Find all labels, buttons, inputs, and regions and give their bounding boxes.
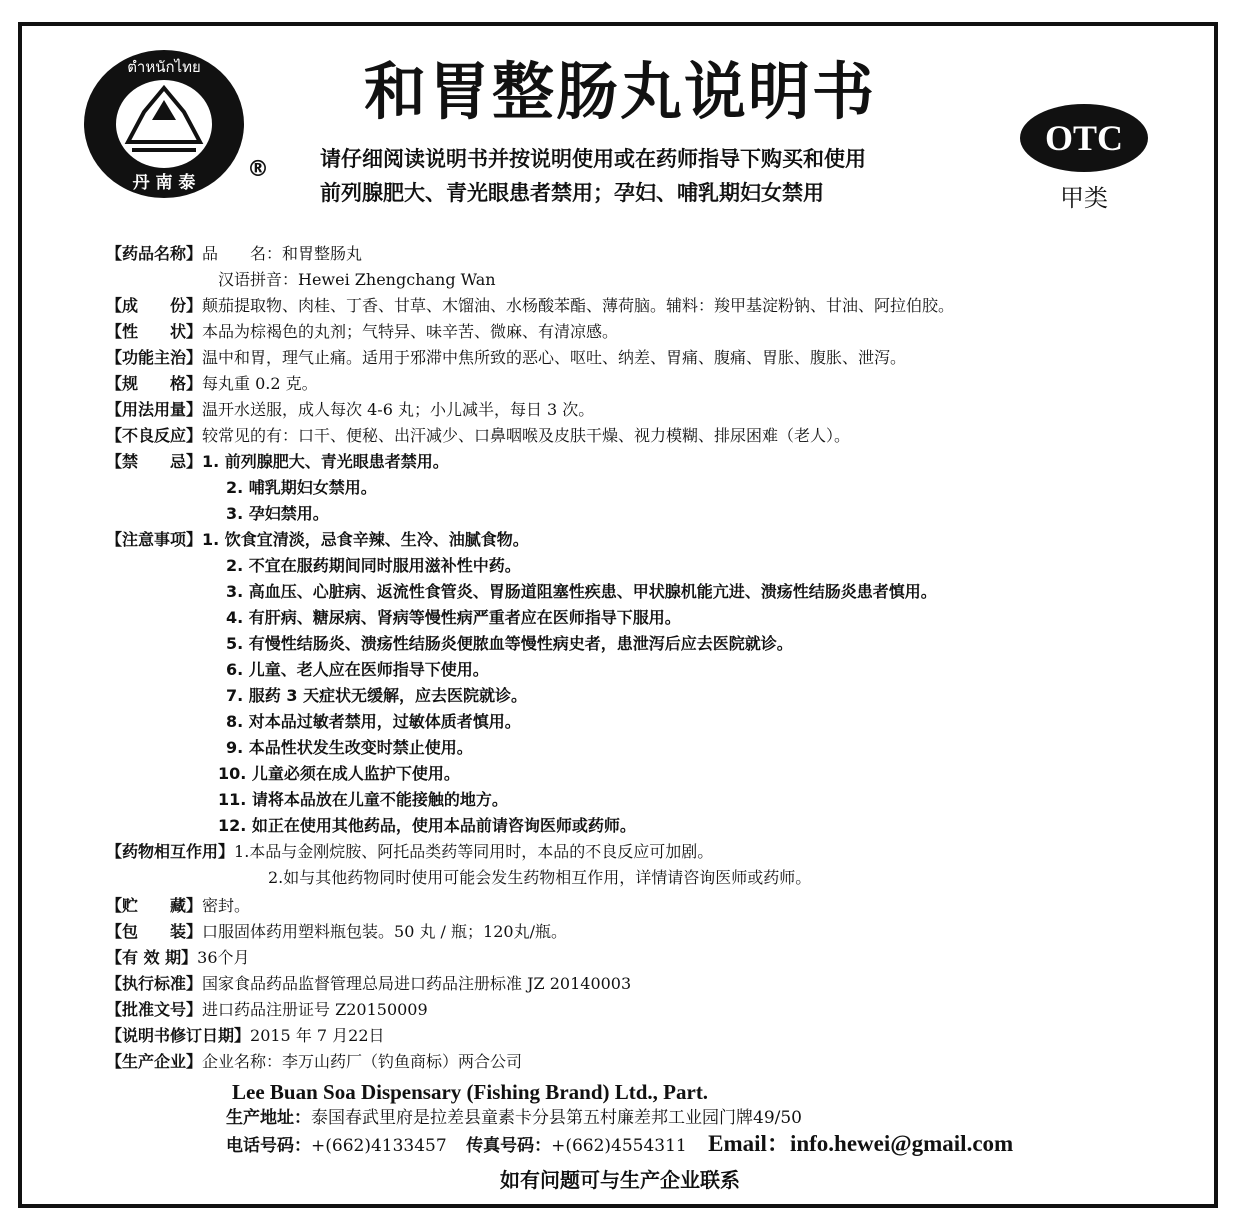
label-adverse: 【不良反应】 bbox=[106, 426, 203, 445]
otc-category: 甲类 bbox=[1060, 184, 1108, 212]
note-item: 11. 请将本品放在儿童不能接触的地方。 bbox=[218, 790, 508, 809]
row-revision bbox=[106, 1024, 385, 1048]
row-standard bbox=[106, 972, 631, 996]
note-item: 12. 如正在使用其他药品，使用本品前请咨询医师或药师。 bbox=[218, 816, 636, 835]
label-manufacturer: 【生产企业】 bbox=[106, 1052, 203, 1071]
company-english-name: Lee Buan Soa Dispensary (Fishing Brand) Ltd., Part. bbox=[232, 1080, 709, 1104]
address-label: 生产地址： bbox=[226, 1108, 311, 1128]
interaction-item: 2.如与其他药物同时使用可能会发生药物相互作用，详情请咨询医师或药师。 bbox=[268, 868, 812, 887]
label-interactions: 【药物相互作用】 bbox=[106, 842, 235, 861]
value-function: 温中和胃，理气止痛。适用于邪滞中焦所致的恶心、呕吐、纳差、胃痛、腹痛、胃胀、腹胀、泄泻。 bbox=[202, 348, 907, 367]
label-contraindications: 【禁 忌】 bbox=[106, 452, 203, 471]
note-item: 9. 本品性状发生改变时禁止使用。 bbox=[226, 738, 473, 757]
value-adverse: 较常见的有：口干、便秘、出汗减少、口鼻咽喉及皮肤干燥、视力模糊、排尿困难（老人）。 bbox=[202, 426, 851, 445]
value-drug-name: 品 名：和胃整肠丸 bbox=[202, 244, 363, 263]
value-revision: 2015 年 7 月22日 bbox=[250, 1026, 385, 1045]
address-line bbox=[226, 1106, 802, 1130]
label-revision: 【说明书修订日期】 bbox=[106, 1026, 251, 1045]
registered-mark: ® bbox=[247, 157, 269, 182]
note-item: 5. 有慢性结肠炎、溃疡性结肠炎便脓血等慢性病史者，患泄泻后应去医院就诊。 bbox=[226, 634, 793, 653]
email-label: Email： bbox=[708, 1131, 790, 1156]
value-usage: 温开水送服，成人每次 4-6 丸；小儿减半，每日 3 次。 bbox=[202, 400, 595, 419]
address-value: 泰国春武里府是拉差县童素卡分县第五村廉差邦工业园门牌49/50 bbox=[311, 1108, 802, 1128]
fax-label: 传真号码： bbox=[466, 1136, 552, 1156]
note-item: 2. 不宜在服药期间同时服用滋补性中药。 bbox=[226, 556, 521, 575]
brand-logo bbox=[72, 42, 272, 202]
row-notes bbox=[106, 528, 529, 552]
label-character: 【性 状】 bbox=[106, 322, 203, 341]
row-character bbox=[106, 320, 618, 344]
value-validity: 36个月 bbox=[197, 948, 250, 967]
note-item: 10. 儿童必须在成人监护下使用。 bbox=[218, 764, 460, 783]
row-adverse bbox=[106, 424, 850, 448]
label-drug-name: 【药品名称】 bbox=[106, 244, 203, 263]
row-usage bbox=[106, 398, 594, 422]
label-standard: 【执行标准】 bbox=[106, 974, 203, 993]
value-company: 企业名称：李万山药厂（钓鱼商标）两合公司 bbox=[202, 1052, 523, 1071]
email-value[interactable]: info.hewei@gmail.com bbox=[789, 1131, 1014, 1156]
interaction-item: 1.本品与金刚烷胺、阿托品类药等同用时，本品的不良反应可加剧。 bbox=[234, 842, 714, 861]
warning-line-1: 请仔细阅读说明书并按说明使用或在药师指导下购买和使用 bbox=[320, 147, 866, 171]
label-notes: 【注意事项】 bbox=[106, 530, 203, 549]
row-package bbox=[106, 920, 567, 944]
warning-line-2: 前列腺肥大、青光眼患者禁用；孕妇、哺乳期妇女禁用 bbox=[320, 181, 824, 205]
fax-value: +(662)4554311 bbox=[551, 1136, 687, 1156]
row-spec bbox=[106, 372, 318, 396]
value-approval: 进口药品注册证号 Z20150009 bbox=[202, 1000, 428, 1019]
value-package: 口服固体药用塑料瓶包装。50 丸 / 瓶；120丸/瓶。 bbox=[202, 922, 567, 941]
row-interactions bbox=[106, 840, 713, 864]
note-item: 7. 服药 3 天症状无缓解，应去医院就诊。 bbox=[226, 686, 528, 705]
note-item: 6. 儿童、老人应在医师指导下使用。 bbox=[226, 660, 489, 679]
row-storage bbox=[106, 894, 250, 918]
label-validity: 【有 效 期】 bbox=[106, 948, 198, 967]
value-pinyin: 汉语拼音：Hewei Zhengchang Wan bbox=[218, 270, 496, 289]
logo-bottom-text: 丹 南 泰 bbox=[132, 173, 196, 193]
value-ingredients: 颠茄提取物、肉桂、丁香、甘草、木馏油、水杨酸苯酯、薄荷脑。辅料：羧甲基淀粉钠、甘油、阿拉伯胶。 bbox=[202, 296, 955, 315]
row-contraindications bbox=[106, 450, 449, 474]
label-function: 【功能主治】 bbox=[106, 348, 203, 367]
contra-item: 1. 前列腺肥大、青光眼患者禁用。 bbox=[202, 452, 449, 471]
logo-top-text: ตำหนักไทย bbox=[127, 58, 201, 76]
contact-line bbox=[226, 1132, 1013, 1158]
value-spec: 每丸重 0.2 克。 bbox=[202, 374, 318, 393]
note-item: 8. 对本品过敏者禁用，过敏体质者慎用。 bbox=[226, 712, 521, 731]
otc-badge: OTC bbox=[1020, 104, 1148, 172]
note-item: 1. 饮食宜清淡，忌食辛辣、生冷、油腻食物。 bbox=[202, 530, 529, 549]
label-ingredients: 【成 份】 bbox=[106, 296, 203, 315]
note-item: 3. 高血压、心脏病、返流性食管炎、胃肠道阻塞性疾患、甲状腺机能亢进、溃疡性结肠炎患者慎用。 bbox=[226, 582, 937, 601]
document-title: 和胃整肠丸说明书 bbox=[363, 55, 876, 128]
label-usage: 【用法用量】 bbox=[106, 400, 203, 419]
tel-value: +(662)4133457 bbox=[311, 1136, 447, 1156]
value-character: 本品为棕褐色的丸剂；气特异、味辛苦、微麻、有清凉感。 bbox=[202, 322, 619, 341]
note-item: 4. 有肝病、糖尿病、肾病等慢性病严重者应在医师指导下服用。 bbox=[226, 608, 681, 627]
label-spec: 【规 格】 bbox=[106, 374, 203, 393]
value-standard: 国家食品药品监督管理总局进口药品注册标准 JZ 20140003 bbox=[202, 974, 632, 993]
contra-item: 2. 哺乳期妇女禁用。 bbox=[226, 478, 377, 497]
row-manufacturer bbox=[106, 1050, 522, 1074]
label-package: 【包 装】 bbox=[106, 922, 203, 941]
tel-label: 电话号码： bbox=[226, 1136, 311, 1156]
value-storage: 密封。 bbox=[202, 896, 251, 915]
row-drug-name bbox=[106, 242, 362, 266]
row-ingredients bbox=[106, 294, 954, 318]
footer-contact-note: 如有问题可与生产企业联系 bbox=[500, 1168, 740, 1192]
label-approval: 【批准文号】 bbox=[106, 1000, 203, 1019]
label-storage: 【贮 藏】 bbox=[106, 896, 203, 915]
row-validity bbox=[106, 946, 250, 970]
row-function bbox=[106, 346, 906, 370]
contra-item: 3. 孕妇禁用。 bbox=[226, 504, 329, 523]
row-approval bbox=[106, 998, 428, 1022]
